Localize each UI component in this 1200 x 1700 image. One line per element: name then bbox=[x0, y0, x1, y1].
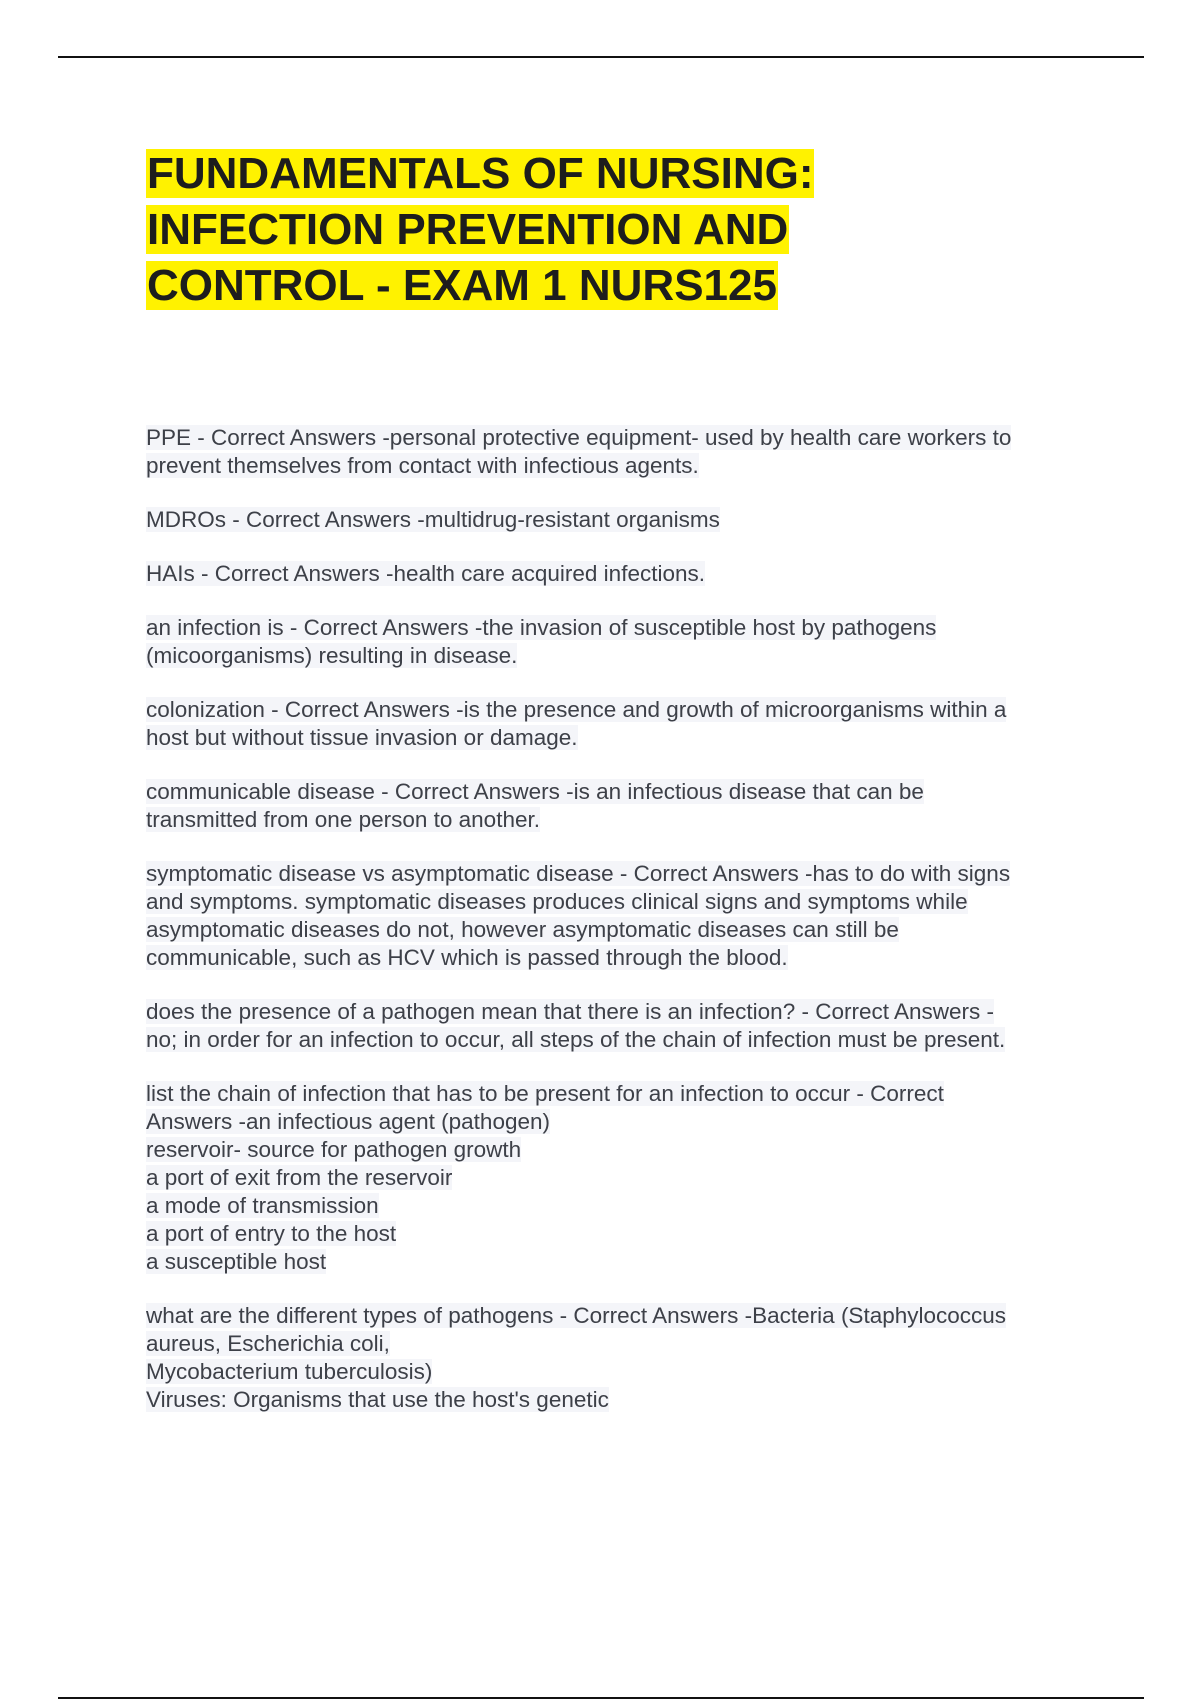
qa-entry bbox=[146, 998, 1086, 1054]
qa-entry-text: list the chain of infection that has to be present for an infection to occur - Correct Answers -an infectious agent (pathogen) reservoir- source for pathogen growth a port of exit from the reservoir a mode of transmission a port of entry to the host a susceptible host bbox=[146, 1081, 944, 1274]
qa-entry bbox=[146, 1080, 1086, 1276]
qa-entry-text: symptomatic disease vs asymptomatic disease - Correct Answers -has to do with signs and symptoms. symptomatic diseases produces clinical signs and symptoms while asymptomatic diseases do not, however asymptomatic diseases can still be communicable, such as HCV which is passed through the blood. bbox=[146, 861, 1011, 970]
qa-entry bbox=[146, 696, 1086, 752]
qa-entry bbox=[146, 506, 1086, 534]
title-line-text: INFECTION PREVENTION AND bbox=[147, 205, 789, 254]
bottom-rule bbox=[58, 1697, 1144, 1699]
qa-entry bbox=[146, 424, 1086, 480]
title-line-text: CONTROL - EXAM 1 NURS125 bbox=[147, 261, 777, 310]
document-title bbox=[146, 146, 946, 314]
title-line bbox=[146, 146, 946, 202]
qa-list bbox=[146, 424, 1086, 1440]
title-line-text: FUNDAMENTALS OF NURSING: bbox=[147, 149, 814, 198]
qa-entry-text: what are the different types of pathogens - Correct Answers -Bacteria (Staphylococcus aureus, Escherichia coli, Mycobacterium tuberculosis) Viruses: Organisms that use the host's genetic bbox=[146, 1303, 1007, 1412]
qa-entry-text: does the presence of a pathogen mean that there is an infection? - Correct Answers - no; in order for an infection to occur, all steps of the chain of infection must be present. bbox=[146, 999, 1006, 1052]
qa-entry bbox=[146, 1302, 1086, 1414]
qa-entry bbox=[146, 614, 1086, 670]
qa-entry-text: communicable disease - Correct Answers -is an infectious disease that can be transmitted from one person to another. bbox=[146, 779, 924, 832]
qa-entry bbox=[146, 778, 1086, 834]
title-line bbox=[146, 202, 946, 258]
qa-entry bbox=[146, 860, 1086, 972]
qa-entry-text: colonization - Correct Answers -is the presence and growth of microorganisms within a host but without tissue invasion or damage. bbox=[146, 697, 1007, 750]
qa-entry-text: an infection is - Correct Answers -the invasion of susceptible host by pathogens (micoorganisms) resulting in disease. bbox=[146, 615, 937, 668]
qa-entry-text: PPE - Correct Answers -personal protective equipment- used by health care workers to prevent themselves from contact with infectious agents. bbox=[146, 425, 1012, 478]
qa-entry bbox=[146, 560, 1086, 588]
qa-entry-text: HAIs - Correct Answers -health care acquired infections. bbox=[146, 561, 705, 586]
title-line bbox=[146, 258, 946, 314]
qa-entry-text: MDROs - Correct Answers -multidrug-resistant organisms bbox=[146, 507, 720, 532]
top-rule bbox=[58, 56, 1144, 58]
